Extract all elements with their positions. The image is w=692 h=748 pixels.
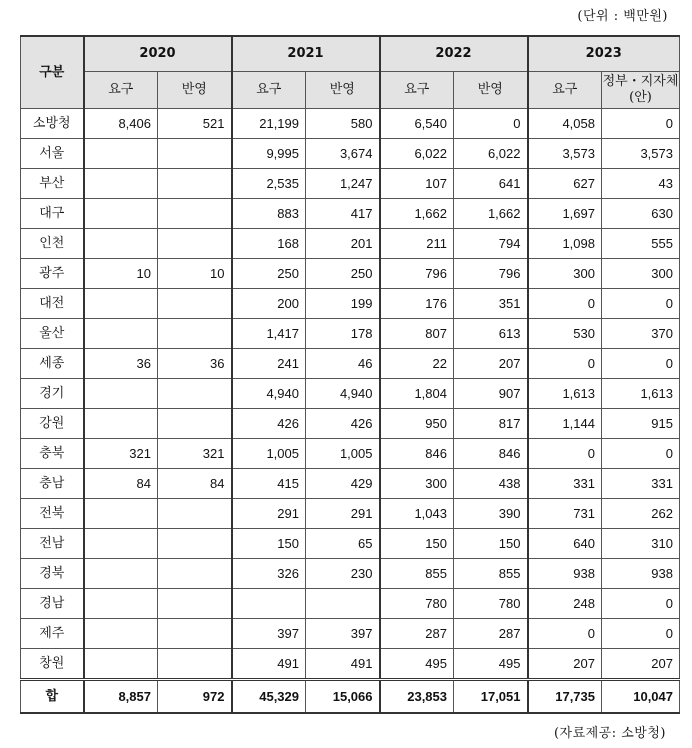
value-cell: 938 [528,559,602,589]
value-cell: 0 [602,439,680,469]
region-cell: 창원 [21,649,84,680]
value-cell [158,499,232,529]
sub-header-reflected: 반영 [454,72,528,109]
value-cell: 300 [528,259,602,289]
region-cell: 서울 [21,139,84,169]
value-cell [84,499,158,529]
region-cell: 소방청 [21,109,84,139]
budget-table [20,35,680,714]
value-cell: 397 [232,619,306,649]
table-row [21,379,680,409]
value-cell [84,229,158,259]
table-row [21,439,680,469]
value-cell: 0 [602,289,680,319]
value-cell: 1,144 [528,409,602,439]
value-cell [158,559,232,589]
region-cell: 강원 [21,409,84,439]
table-row [21,409,680,439]
value-cell: 168 [232,229,306,259]
value-cell [306,589,380,619]
value-cell: 780 [380,589,454,619]
value-cell: 1,613 [602,379,680,409]
value-cell: 3,674 [306,139,380,169]
value-cell: 907 [454,379,528,409]
region-cell: 전남 [21,529,84,559]
value-cell: 370 [602,319,680,349]
value-cell: 6,022 [454,139,528,169]
value-cell [84,289,158,319]
value-cell: 262 [602,499,680,529]
value-cell: 426 [232,409,306,439]
value-cell: 1,662 [454,199,528,229]
value-cell: 1,043 [380,499,454,529]
value-cell: 241 [232,349,306,379]
year-header-2020: 2020 [84,36,232,72]
value-cell: 107 [380,169,454,199]
value-cell: 731 [528,499,602,529]
value-cell: 807 [380,319,454,349]
value-cell: 207 [602,649,680,680]
value-cell: 417 [306,199,380,229]
value-cell: 426 [306,409,380,439]
sub-header-request: 요구 [380,72,454,109]
value-cell [84,409,158,439]
value-cell: 4,058 [528,109,602,139]
value-cell: 150 [380,529,454,559]
value-cell: 0 [528,439,602,469]
sub-header-row [21,72,680,109]
value-cell [158,199,232,229]
table-row [21,139,680,169]
total-value-cell: 10,047 [602,680,680,714]
total-value-cell: 23,853 [380,680,454,714]
value-cell [84,619,158,649]
value-cell: 846 [454,439,528,469]
value-cell: 938 [602,559,680,589]
value-cell: 0 [528,619,602,649]
value-cell: 1,417 [232,319,306,349]
region-cell: 인천 [21,229,84,259]
value-cell [158,229,232,259]
table-row [21,499,680,529]
value-cell: 211 [380,229,454,259]
value-cell: 207 [454,349,528,379]
value-cell: 287 [380,619,454,649]
value-cell [158,649,232,680]
value-cell: 287 [454,619,528,649]
year-header-2021: 2021 [232,36,380,72]
value-cell [158,319,232,349]
value-cell: 855 [380,559,454,589]
table-row [21,619,680,649]
value-cell: 21,199 [232,109,306,139]
value-cell [158,619,232,649]
value-cell: 6,540 [380,109,454,139]
value-cell: 6,022 [380,139,454,169]
value-cell: 65 [306,529,380,559]
value-cell [84,139,158,169]
value-cell: 230 [306,559,380,589]
sub-header-reflected: 반영 [158,72,232,109]
value-cell [84,199,158,229]
value-cell: 43 [602,169,680,199]
value-cell: 429 [306,469,380,499]
value-cell: 817 [454,409,528,439]
year-header-2023: 2023 [528,36,680,72]
value-cell: 201 [306,229,380,259]
value-cell: 291 [232,499,306,529]
value-cell [84,529,158,559]
region-cell: 대구 [21,199,84,229]
value-cell: 300 [380,469,454,499]
value-cell [84,589,158,619]
total-value-cell: 45,329 [232,680,306,714]
value-cell: 10 [84,259,158,289]
value-cell [158,379,232,409]
value-cell: 1,697 [528,199,602,229]
value-cell: 415 [232,469,306,499]
value-cell: 199 [306,289,380,319]
value-cell: 9,995 [232,139,306,169]
value-cell: 178 [306,319,380,349]
value-cell: 176 [380,289,454,319]
value-cell: 10 [158,259,232,289]
value-cell: 846 [380,439,454,469]
value-cell: 150 [454,529,528,559]
value-cell: 794 [454,229,528,259]
value-cell: 613 [454,319,528,349]
value-cell: 321 [84,439,158,469]
value-cell: 4,940 [232,379,306,409]
region-cell: 제주 [21,619,84,649]
table-row [21,259,680,289]
value-cell: 84 [158,469,232,499]
region-cell: 충남 [21,469,84,499]
value-cell: 641 [454,169,528,199]
table-row [21,349,680,379]
value-cell: 248 [528,589,602,619]
table-row [21,229,680,259]
value-cell: 1,662 [380,199,454,229]
table-row [21,319,680,349]
table-row [21,529,680,559]
value-cell: 1,005 [232,439,306,469]
value-cell: 491 [232,649,306,680]
region-cell: 세종 [21,349,84,379]
value-cell: 491 [306,649,380,680]
sub-header-request: 요구 [232,72,306,109]
value-cell: 300 [602,259,680,289]
region-cell: 경남 [21,589,84,619]
table-row [21,169,680,199]
year-header-2022: 2022 [380,36,528,72]
table-row [21,559,680,589]
region-cell: 부산 [21,169,84,199]
value-cell: 0 [528,349,602,379]
value-cell: 8,406 [84,109,158,139]
value-cell: 207 [528,649,602,680]
region-cell: 경북 [21,559,84,589]
region-cell: 울산 [21,319,84,349]
value-cell: 0 [528,289,602,319]
value-cell: 438 [454,469,528,499]
value-cell: 250 [306,259,380,289]
value-cell: 0 [602,619,680,649]
value-cell: 780 [454,589,528,619]
value-cell: 36 [158,349,232,379]
value-cell: 1,005 [306,439,380,469]
value-cell: 291 [306,499,380,529]
value-cell: 0 [602,109,680,139]
value-cell: 46 [306,349,380,379]
total-label: 합 [21,680,84,714]
region-cell: 전북 [21,499,84,529]
source-note: (자료제공: 소방청) [553,726,666,741]
unit-note: (단위 : 백만원) [577,9,668,24]
value-cell: 2,535 [232,169,306,199]
value-cell: 640 [528,529,602,559]
value-cell: 950 [380,409,454,439]
value-cell: 22 [380,349,454,379]
value-cell: 0 [602,589,680,619]
value-cell: 796 [454,259,528,289]
total-value-cell: 15,066 [306,680,380,714]
table-row [21,109,680,139]
value-cell: 627 [528,169,602,199]
value-cell: 331 [528,469,602,499]
value-cell [84,169,158,199]
value-cell: 4,940 [306,379,380,409]
value-cell: 915 [602,409,680,439]
value-cell [158,409,232,439]
value-cell: 883 [232,199,306,229]
corner-header: 구분 [21,36,84,109]
year-header-row [21,36,680,72]
sub-header-request: 요구 [84,72,158,109]
sub-header-reflected: 반영 [306,72,380,109]
region-cell: 경기 [21,379,84,409]
value-cell: 1,804 [380,379,454,409]
value-cell [84,649,158,680]
value-cell [158,169,232,199]
value-cell: 150 [232,529,306,559]
value-cell [84,319,158,349]
value-cell: 1,098 [528,229,602,259]
total-row [21,680,680,714]
value-cell: 331 [602,469,680,499]
region-cell: 충북 [21,439,84,469]
value-cell: 1,613 [528,379,602,409]
value-cell: 3,573 [528,139,602,169]
value-cell [158,529,232,559]
table-row [21,589,680,619]
value-cell: 855 [454,559,528,589]
value-cell: 1,247 [306,169,380,199]
value-cell: 351 [454,289,528,319]
value-cell: 495 [454,649,528,680]
value-cell [84,559,158,589]
value-cell: 521 [158,109,232,139]
table-row [21,649,680,680]
total-value-cell: 17,735 [528,680,602,714]
sub-header-request: 요구 [528,72,602,109]
value-cell: 555 [602,229,680,259]
total-value-cell: 972 [158,680,232,714]
value-cell: 0 [602,349,680,379]
total-value-cell: 8,857 [84,680,158,714]
table-row [21,199,680,229]
value-cell: 580 [306,109,380,139]
value-cell: 0 [454,109,528,139]
table-row [21,469,680,499]
value-cell [158,589,232,619]
table-row [21,289,680,319]
value-cell: 321 [158,439,232,469]
value-cell [84,379,158,409]
value-cell: 36 [84,349,158,379]
region-cell: 대전 [21,289,84,319]
value-cell [158,289,232,319]
value-cell [232,589,306,619]
value-cell: 397 [306,619,380,649]
region-cell: 광주 [21,259,84,289]
value-cell: 530 [528,319,602,349]
value-cell: 495 [380,649,454,680]
value-cell [158,139,232,169]
value-cell: 310 [602,529,680,559]
value-cell: 390 [454,499,528,529]
value-cell: 796 [380,259,454,289]
value-cell: 84 [84,469,158,499]
value-cell: 200 [232,289,306,319]
total-value-cell: 17,051 [454,680,528,714]
value-cell: 3,573 [602,139,680,169]
value-cell: 326 [232,559,306,589]
sub-header-gov-proposal: 정부・지자체(안) [602,72,680,109]
value-cell: 630 [602,199,680,229]
value-cell: 250 [232,259,306,289]
